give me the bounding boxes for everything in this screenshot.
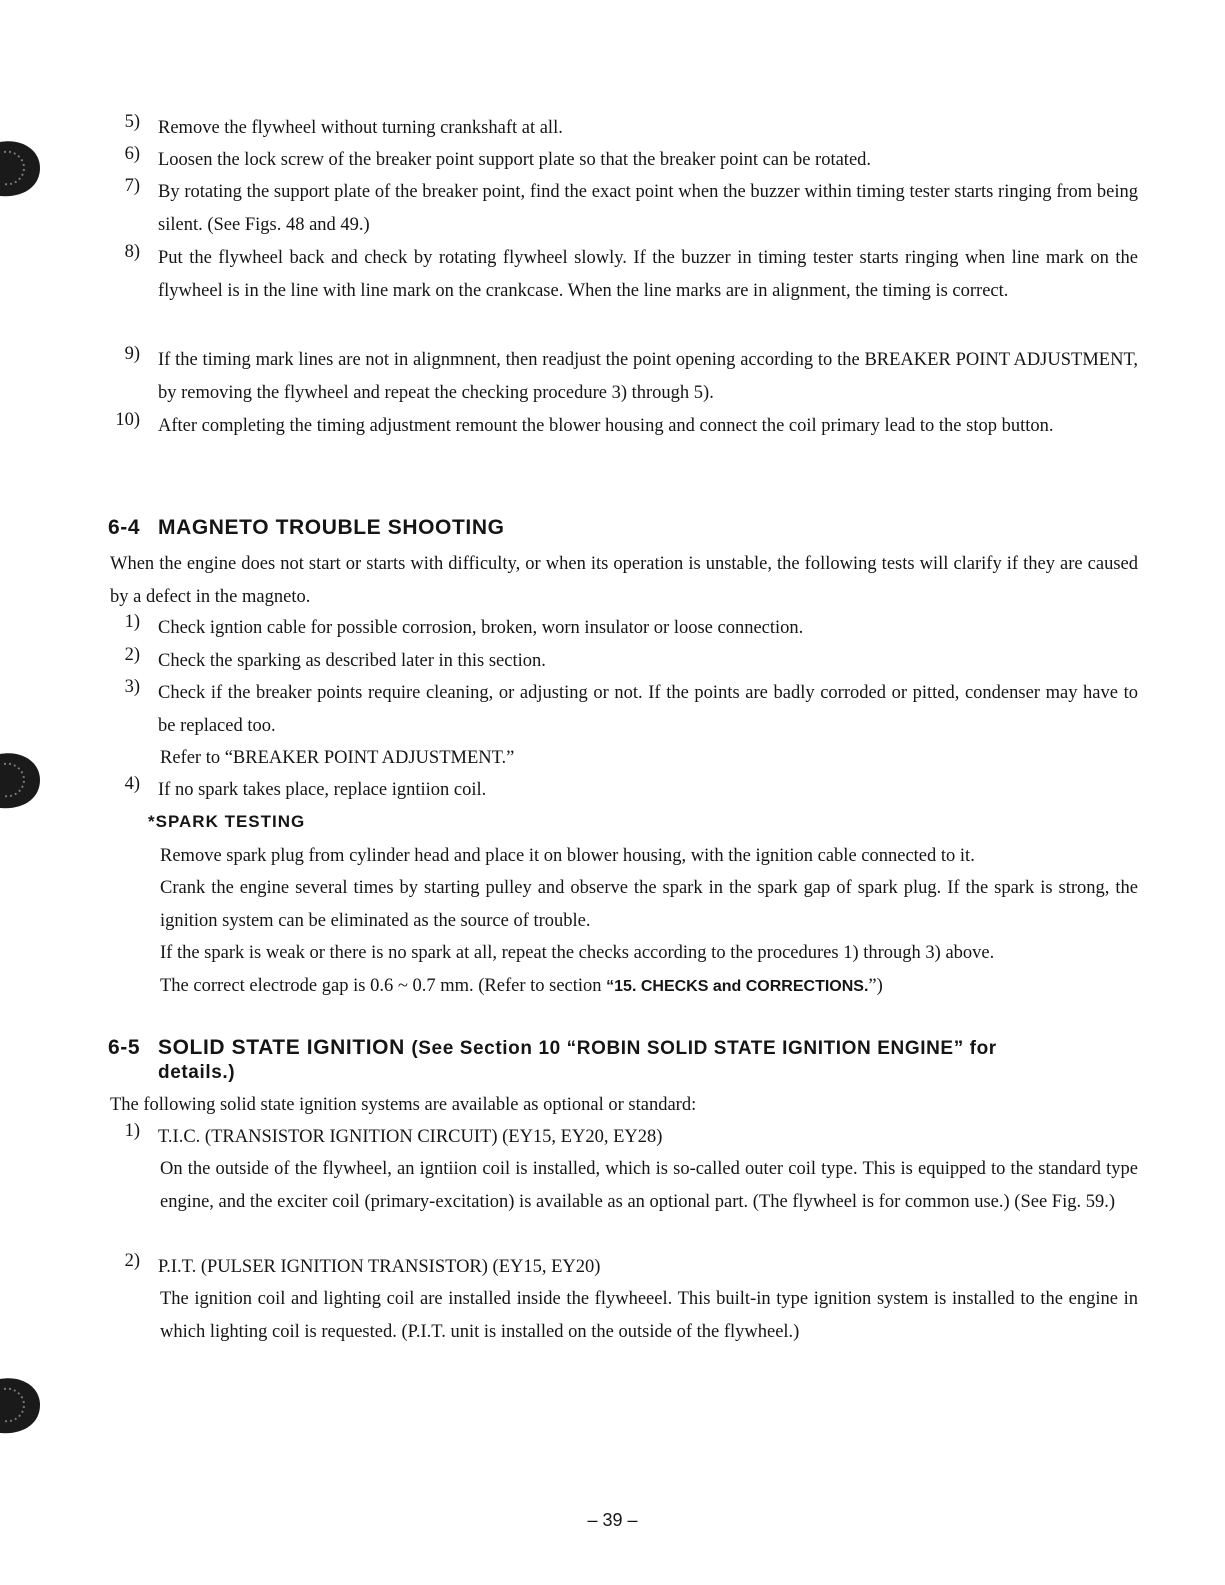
item-description: On the outside of the flywheel, an igntiion coil is installed, which is so-called outer coil type. This is equipped to the standard type engine, and the exciter coil (primary-excitation) is available as an optional part. (The flywheel is for common use.) (See Fig. 59.) xyxy=(160,1159,1138,1212)
section-intro: The following solid state ignition systems are available as optional or standard: xyxy=(110,1095,697,1115)
item-number: 1) xyxy=(124,1121,140,1141)
refer-note: Refer to “BREAKER POINT ADJUSTMENT.” xyxy=(160,748,515,768)
punch-hole-mark xyxy=(0,138,46,200)
list-item xyxy=(108,774,1138,807)
item-label: T.I.C. (TRANSISTOR IGNITION CIRCUIT) (EY15, EY20, EY28) xyxy=(158,1127,663,1147)
step-text: If the timing mark lines are not in alignmnent, then readjust the point opening according to the BREAKER POINT ADJUSTMENT, by removing the flywheel and repeat the checking procedure 3) through 5). xyxy=(158,350,1138,403)
spark-testing-paragraph: If the spark is weak or there is no spark at all, repeat the checks according to the procedures 1) through 3) above. xyxy=(160,943,995,963)
section-number: 6-4 xyxy=(108,516,141,539)
list-item xyxy=(108,1121,1138,1154)
step-number: 8) xyxy=(124,242,140,262)
section-heading-6-4 xyxy=(108,516,505,540)
list-item xyxy=(108,645,1138,678)
step-number: 7) xyxy=(124,176,140,196)
subheading-spark-testing: *SPARK TESTING xyxy=(148,812,306,831)
section-title: SOLID STATE IGNITION xyxy=(158,1036,405,1059)
item-number: 4) xyxy=(124,774,140,794)
step-number: 6) xyxy=(124,144,140,164)
item-text: If no spark takes place, replace igntiion coil. xyxy=(158,780,487,800)
step-text: By rotating the support plate of the breaker point, find the exact point when the buzzer within timing tester starts ringing from being silent. (See Figs. 48 and 49.) xyxy=(158,182,1138,235)
timing-step xyxy=(108,344,1138,410)
step-number: 10) xyxy=(115,410,140,430)
timing-step xyxy=(108,410,1138,443)
item-label: P.I.T. (PULSER IGNITION TRANSISTOR) (EY15, EY20) xyxy=(158,1257,601,1277)
step-text: Remove the flywheel without turning crankshaft at all. xyxy=(158,118,563,138)
section-heading-6-5 xyxy=(108,1036,1138,1085)
list-item xyxy=(108,1251,1138,1284)
page-number: – 39 – xyxy=(587,1510,638,1530)
step-text: Put the flywheel back and check by rotating flywheel slowly. If the buzzer in timing tester starts ringing when line mark on the flywheel is in the line with line mark on the crankcase. When the line marks are in alignment, the timing is correct. xyxy=(158,248,1138,301)
section-number: 6-5 xyxy=(108,1036,141,1059)
step-text: Loosen the lock screw of the breaker point support plate so that the breaker point can be rotated. xyxy=(158,150,872,170)
list-item xyxy=(108,677,1138,743)
list-item xyxy=(108,612,1138,645)
spark-testing-paragraph: Remove spark plug from cylinder head and place it on blower housing, with the ignition cable connected to it. xyxy=(160,846,975,866)
timing-step xyxy=(108,242,1138,308)
spark-testing-paragraph: Crank the engine several times by starting pulley and observe the spark in the spark gap of spark plug. If the spark is strong, the ignition system can be eliminated as the source of trouble. xyxy=(160,878,1138,931)
item-number: 2) xyxy=(124,645,140,665)
gap-text: The correct electrode gap is 0.6 ~ 0.7 mm. (Refer to section xyxy=(160,976,607,996)
item-text: Check if the breaker points require cleaning, or adjusting or not. If the points are badly corroded or pitted, condenser may have to be replaced too. xyxy=(158,683,1138,736)
step-number: 5) xyxy=(124,112,140,132)
timing-step xyxy=(108,144,1138,177)
spark-testing-paragraph xyxy=(160,970,1138,1003)
item-number: 1) xyxy=(124,612,140,632)
step-number: 9) xyxy=(124,344,140,364)
item-text: Check igntion cable for possible corrosion, broken, worn insulator or loose connection. xyxy=(158,618,804,638)
item-number: 2) xyxy=(124,1251,140,1271)
section-title: MAGNETO TROUBLE SHOOTING xyxy=(158,516,505,539)
item-text: Check the sparking as described later in this section. xyxy=(158,651,546,671)
timing-step xyxy=(108,176,1138,242)
punch-hole-mark xyxy=(0,750,46,812)
punch-hole-mark xyxy=(0,1375,46,1437)
timing-step xyxy=(108,112,1138,145)
step-text: After completing the timing adjustment remount the blower housing and connect the coil primary lead to the stop button. xyxy=(158,416,1054,436)
gap-text-end: ”) xyxy=(868,976,883,996)
item-description: The ignition coil and lighting coil are installed inside the flywheeel. This built-in type ignition system is installed to the engine in which lighting coil is requested. (P.I.T. unit is installed on the outside of the flywheel.) xyxy=(160,1289,1138,1342)
section-note-cont: details.) xyxy=(158,1062,236,1083)
section-reference: “15. CHECKS and CORRECTIONS. xyxy=(606,978,869,995)
item-number: 3) xyxy=(124,677,140,697)
section-note: (See Section 10 “ROBIN SOLID STATE IGNITION ENGINE” for xyxy=(411,1038,997,1059)
section-intro: When the engine does not start or starts with difficulty, or when its operation is unstable, the following tests will clarify if they are caused by a defect in the magneto. xyxy=(110,554,1138,607)
